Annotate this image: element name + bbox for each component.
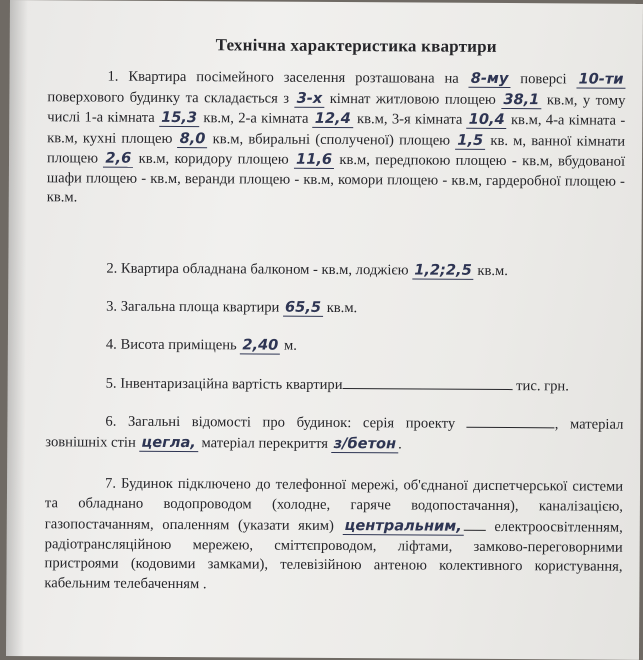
document-page: [6, 0, 643, 660]
paragraph-7: [44, 474, 623, 597]
handwritten-corridor: 11,6: [294, 151, 334, 169]
text: кв.м, 2-а кімната: [203, 110, 309, 127]
handwritten-room3: 10,4: [467, 111, 507, 129]
text: кв.м, 4-а кімната - кв.м, кухні площею: [47, 112, 626, 147]
text: поверхового будинку та складається з: [47, 88, 290, 107]
handwritten-rooms: 3-х: [295, 89, 325, 107]
handwritten-room1: 15,3: [159, 109, 199, 127]
text: м.: [283, 337, 297, 354]
text: кімнат житловою площею: [329, 90, 496, 108]
text: кв.м, передпокою площею - кв.м, вбудованої шафи площею - кв.м, веранди площею - кв.м, комори площею - кв.м, гардеробної площею - кв.м.: [46, 152, 626, 206]
handwritten-bath: 2,6: [103, 150, 133, 168]
handwritten-room2: 12,4: [313, 110, 353, 128]
paragraph-3: [106, 297, 626, 321]
text: 6. Загальні відомості про будинок: серія проекту: [105, 413, 456, 432]
paragraph-2: [106, 259, 626, 283]
text: матеріал перекриття: [201, 434, 329, 452]
text: 7. Будинок підключено до телефонної мережі, об'єднаної диспетчерської системи та обладнано водопроводом (холодне, гаряче водопостачання), каналізацією, газопостачанням, опаленням (указати яким): [44, 475, 624, 534]
text: 4. Висота приміщень: [105, 336, 237, 354]
text: 5. Інвентаризаційна вартість квартири: [105, 375, 343, 394]
handwritten-height: 2,40: [240, 336, 280, 354]
text: кв.м, вбиральні (сполученої) площею: [212, 130, 451, 149]
handwritten-toilet: 1,5: [455, 131, 485, 149]
handwritten-walls: цегла,: [139, 433, 198, 451]
text: тис. грн.: [516, 378, 569, 395]
handwritten-floor: 8-му: [469, 70, 511, 88]
document-title: Технічна характеристика квартири: [215, 35, 497, 56]
text: .: [398, 435, 402, 452]
text: поверсі: [520, 71, 567, 88]
blank-line: [467, 413, 555, 429]
text: 2. Квартира обладнана балконом - кв.м, лоджією: [106, 260, 409, 279]
text: кв.м, у тому числі 1-а кімната: [47, 91, 626, 126]
text: кв.м.: [326, 299, 358, 317]
text: , матеріал зовнішніх стін: [45, 416, 624, 451]
blank-line: [464, 516, 486, 531]
handwritten-floors-material: з/бетон: [332, 434, 399, 452]
text: кв. м, ванної кімнати площею: [46, 132, 626, 167]
blank-line: [343, 374, 513, 390]
text: 1. Квартира посімейного заселення розташована на: [107, 68, 459, 87]
text: кв.м, 3-я кімната: [357, 111, 463, 128]
text: кв.м.: [477, 262, 508, 280]
paragraph-4: [106, 335, 626, 359]
handwritten-loggia: 1,2;2,5: [412, 261, 474, 279]
paragraph-6: [45, 410, 623, 456]
handwritten-kitchen: 8,0: [178, 130, 208, 148]
text: 3. Загальна площа квартири: [106, 298, 280, 316]
handwritten-living-area: 38,1: [501, 91, 541, 109]
paragraph-5: [106, 373, 626, 398]
handwritten-heating: центральним,: [342, 517, 463, 536]
paragraph-1: [47, 66, 626, 211]
handwritten-total-floors: 10-ти: [576, 70, 625, 88]
text: кв.м, коридору площею: [138, 150, 289, 168]
text: електроосвітленням, радіотрансляційною мережею, сміттєпроводом, ліфтами, замково-переговорними пристроями (кодовими замками), телевізійною антеною колективного користування, кабельним телебаченням .: [44, 518, 623, 592]
handwritten-total-area: 65,5: [283, 299, 323, 317]
